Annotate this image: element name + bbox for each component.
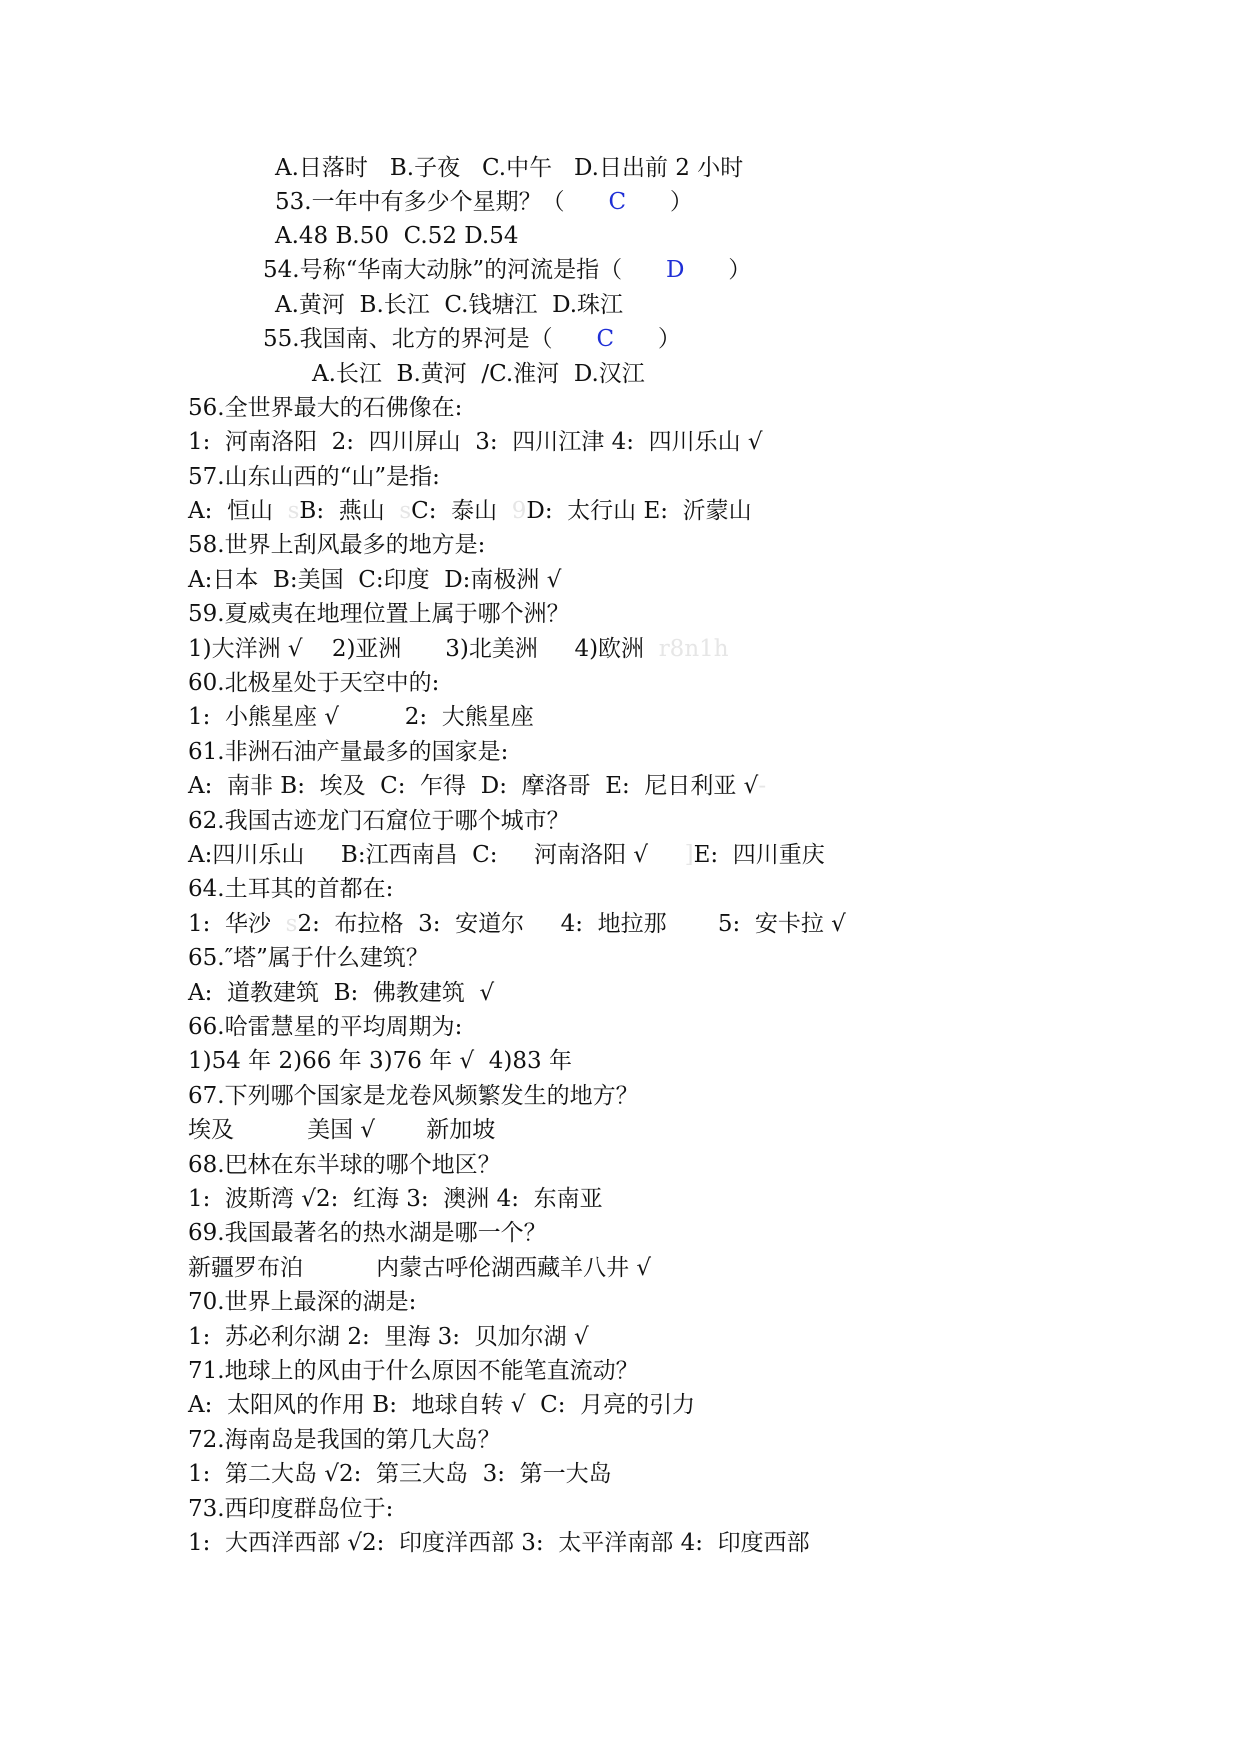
line-text: A:四川乐山 B:江西南昌 C: 河南洛阳 √ <box>188 842 685 868</box>
text-line <box>188 668 439 698</box>
line-text: ） <box>614 326 681 352</box>
text-line <box>188 1184 603 1214</box>
line-text: A.长江 B.黄河 /C.淮河 D.汉江 <box>312 361 645 387</box>
line-text: 64.土耳其的首都在: <box>188 876 394 902</box>
line-text: 55.我国南、北方的界河是（ <box>263 326 597 352</box>
text-line <box>188 1528 810 1558</box>
line-text: B: 燕山 <box>299 498 400 524</box>
line-text: ） <box>626 189 693 215</box>
text-line <box>188 634 729 664</box>
line-text: 埃及 美国 √ 新加坡 <box>188 1117 496 1143</box>
line-text: A:日本 B:美国 C:印度 D:南极洲 √ <box>188 567 562 593</box>
answer-letter: D <box>665 257 685 283</box>
watermark-fragment: r8n1h <box>658 636 729 662</box>
text-line <box>188 1322 589 1352</box>
line-text: 54.号称“华南大动脉”的河流是指（ <box>263 257 666 283</box>
text-line <box>312 359 645 389</box>
text-line <box>188 737 508 767</box>
line-text: A.黄河 B.长江 C.钱塘江 D.珠江 <box>275 292 624 318</box>
text-line <box>188 1150 501 1180</box>
line-text: 新疆罗布泊 内蒙古呼伦湖西藏羊八井 √ <box>188 1255 652 1281</box>
text-line <box>188 427 763 457</box>
line-text: 60.北极星处于天空中的: <box>188 670 440 696</box>
text-line <box>188 462 440 492</box>
text-line <box>188 909 846 939</box>
watermark-fragment: s <box>399 498 412 524</box>
text-line <box>188 1115 495 1145</box>
text-line <box>263 324 681 354</box>
watermark-fragment: 9 <box>511 498 527 524</box>
line-text: 1)54 年 2)66 年 3)76 年 √ 4)83 年 <box>188 1048 572 1074</box>
watermark-fragment: - <box>758 773 767 799</box>
line-text: 61.非洲石油产量最多的国家是: <box>188 739 509 765</box>
line-text: 71.地球上的风由于什么原因不能笔直流动？ <box>188 1358 639 1384</box>
line-text: C: 泰山 <box>411 498 512 524</box>
line-text: 1)大洋洲 √ 2)亚洲 3)北美洲 4)欧洲 <box>188 636 659 662</box>
line-text: 1: 波斯湾 √2: 红海 3: 澳洲 4: 东南亚 <box>188 1186 603 1212</box>
text-line <box>188 771 766 801</box>
line-text: 66.哈雷慧星的平均周期为: <box>188 1014 463 1040</box>
text-line <box>188 1287 416 1317</box>
text-line <box>188 393 462 423</box>
line-text: 62.我国古迹龙门石窟位于哪个城市？ <box>188 808 570 834</box>
line-text: 1: 河南洛阳 2: 四川屏山 3: 四川江津 4: 四川乐山 √ <box>188 429 763 455</box>
text-line <box>263 255 751 285</box>
text-line <box>188 1390 695 1420</box>
text-line <box>188 1012 462 1042</box>
text-line <box>188 1425 501 1455</box>
line-text: 56.全世界最大的石佛像在: <box>188 395 463 421</box>
line-text: 1: 大西洋西部 √2: 印度洋西部 3: 太平洋南部 4: 印度西部 <box>188 1530 810 1556</box>
line-text: 2: 布拉格 3: 安道尔 4: 地拉那 5: 安卡拉 √ <box>297 911 846 937</box>
line-text: 73.西印度群岛位于: <box>188 1496 394 1522</box>
text-line <box>188 943 429 973</box>
text-line <box>188 1218 547 1248</box>
line-text: 57.山东山西的“山”是指: <box>188 464 440 490</box>
line-text: 70.世界上最深的湖是: <box>188 1289 417 1315</box>
line-text: 1: 小熊星座 √ 2: 大熊星座 <box>188 704 534 730</box>
line-text: 53.一年中有多少个星期？（ <box>275 189 609 215</box>
text-line <box>188 1253 651 1283</box>
line-text: 58.世界上刮风最多的地方是: <box>188 532 486 558</box>
line-text: A: 太阳风的作用 B: 地球自转 √ C: 月亮的引力 <box>188 1392 696 1418</box>
text-line <box>188 1356 639 1386</box>
text-line <box>275 221 518 251</box>
line-text: A: 南非 B: 埃及 C: 乍得 D: 摩洛哥 E: 尼日利亚 √ <box>188 773 759 799</box>
text-line <box>188 599 570 629</box>
line-text: 1: 华沙 <box>188 911 286 937</box>
line-text: E: 四川重庆 <box>693 842 825 868</box>
text-line <box>275 187 693 217</box>
line-text: 1: 第二大岛 √2: 第三大岛 3: 第一大岛 <box>188 1461 612 1487</box>
text-line <box>275 153 743 183</box>
line-text: A.48 B.50 C.52 D.54 <box>275 223 519 249</box>
text-line <box>188 496 752 526</box>
line-text: 72.海南岛是我国的第几大岛？ <box>188 1427 501 1453</box>
text-line <box>188 1081 639 1111</box>
line-text: D: 太行山 E: 沂蒙山 <box>526 498 752 524</box>
line-text: 69.我国最著名的热水湖是哪一个？ <box>188 1220 547 1246</box>
text-line <box>188 702 534 732</box>
text-line <box>275 290 623 320</box>
answer-letter: C <box>596 326 615 352</box>
text-line <box>188 806 570 836</box>
line-text: 68.巴林在东半球的哪个地区？ <box>188 1152 501 1178</box>
line-text: A: 恒山 <box>188 498 288 524</box>
line-text: 1: 苏必利尔湖 2: 里海 3: 贝加尔湖 √ <box>188 1324 589 1350</box>
text-line <box>188 565 561 595</box>
line-text: 65.″塔”属于什么建筑？ <box>188 945 429 971</box>
line-text: 67.下列哪个国家是龙卷风频繁发生的地方？ <box>188 1083 639 1109</box>
text-line <box>188 840 825 870</box>
watermark-fragment: ] <box>684 842 694 868</box>
text-line <box>188 1046 572 1076</box>
line-text: ） <box>684 257 752 283</box>
text-line <box>188 1494 393 1524</box>
watermark-fragment: s <box>287 498 300 524</box>
line-text: A.日落时 B.子夜 C.中午 D.日出前 2 小时 <box>275 155 744 181</box>
answer-letter: C <box>608 189 627 215</box>
line-text: A: 道教建筑 B: 佛教建筑 √ <box>188 980 495 1006</box>
line-text: 59.夏威夷在地理位置上属于哪个洲？ <box>188 601 570 627</box>
watermark-fragment: s <box>285 911 298 937</box>
text-line <box>188 978 494 1008</box>
text-line <box>188 874 393 904</box>
text-line <box>188 530 485 560</box>
text-line <box>188 1459 612 1489</box>
